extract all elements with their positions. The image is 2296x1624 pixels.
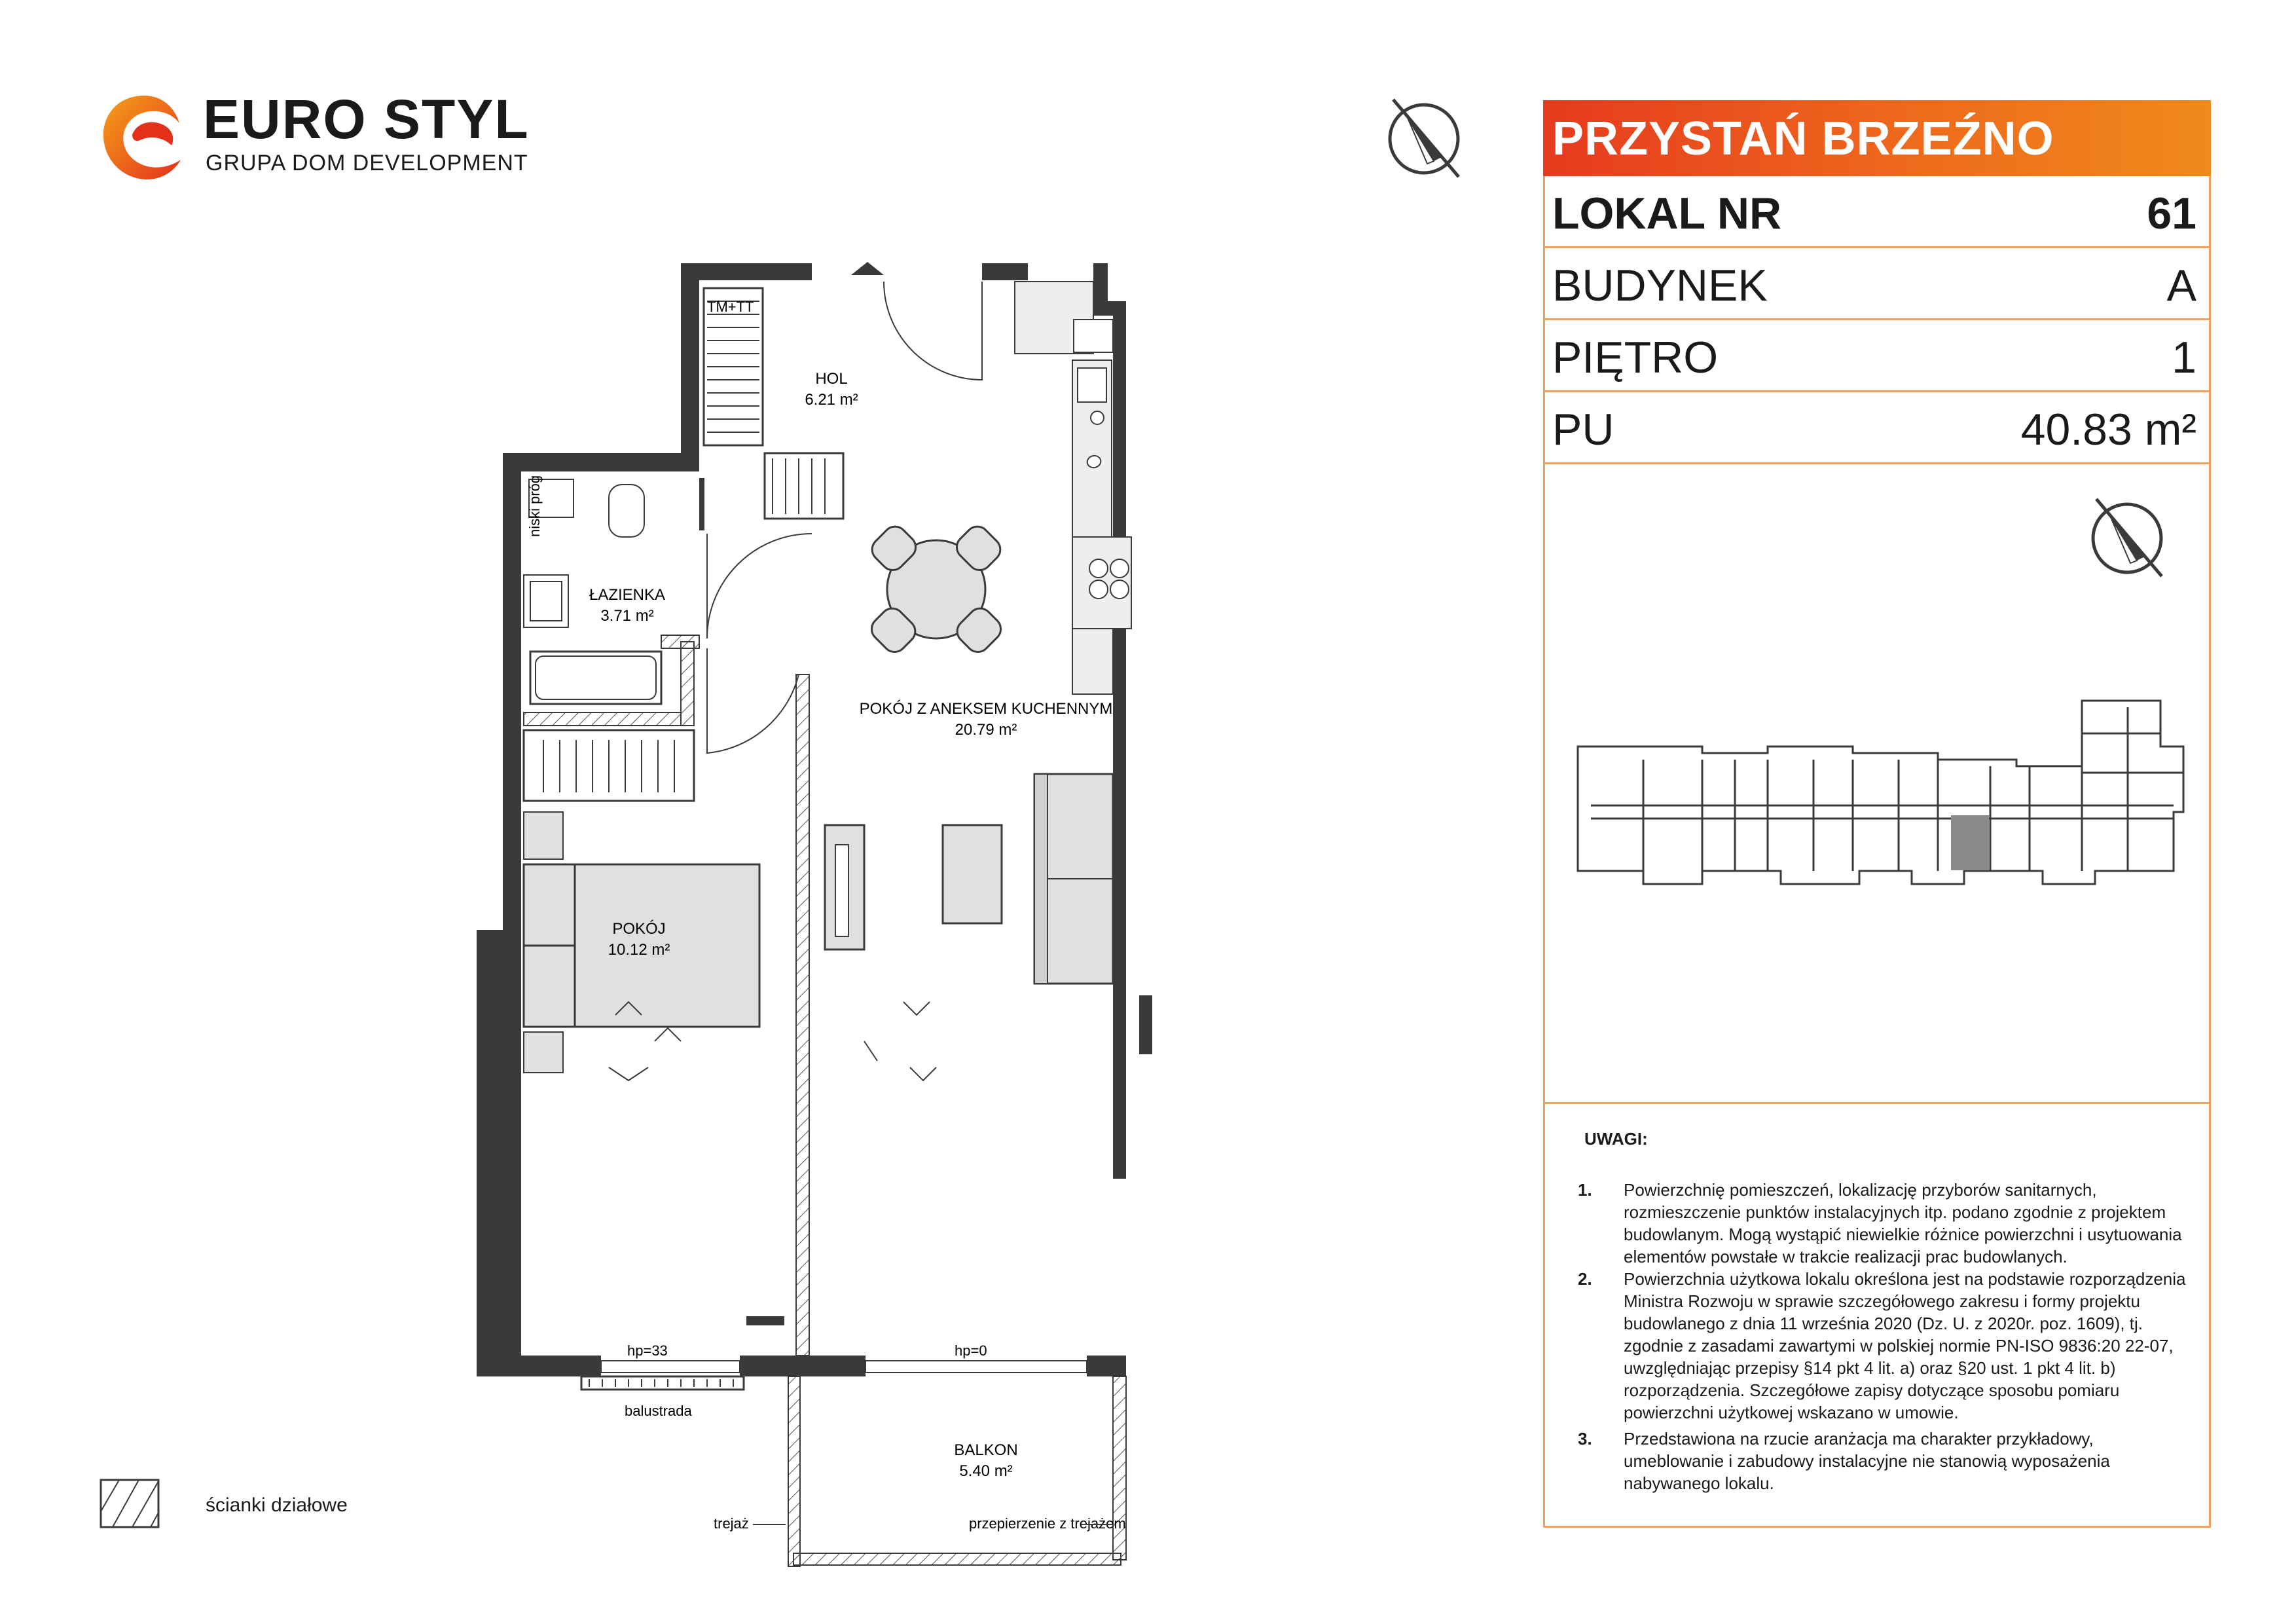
info-value: 61 [2147,189,2196,238]
brand-subtitle: GRUPA DOM DEVELOPMENT [206,151,528,175]
room-hol-name: HOL [815,370,848,388]
info-row-budynek [1543,248,2211,320]
room-pokoj-aneks-name: POKÓJ Z ANEKSEM KUCHENNYM [859,700,1113,718]
room-lazienka-name: ŁAZIENKA [589,586,666,604]
info-label: PU [1552,405,1614,454]
info-row-pu [1543,392,2211,464]
hp33-label: hp=33 [627,1342,668,1359]
room-balkon-name: BALKON [954,1441,1018,1459]
note-3-text: Przedstawiona na rzucie aranżacja ma charakter przykładowy, umeblowanie i zabudowy instalacyjne nie stanowią wyposażenia nabywanego lokalu. [1624,1429,2110,1493]
info-label: BUDYNEK [1552,261,1768,310]
room-pokoj-aneks-area: 20.79 m² [955,721,1017,739]
room-balkon-area: 5.40 m² [959,1462,1013,1480]
note-3-number: 3. [1578,1429,1592,1449]
room-hol-area: 6.21 m² [805,391,858,409]
compass-north-icon [1381,92,1467,183]
panel-divider [1543,1102,2211,1104]
selected-unit-marker [1951,815,1989,870]
notes-title: UWAGI: [1584,1129,1648,1149]
compass-north-icon [2085,491,2170,583]
hatch-legend-icon [100,1479,160,1528]
info-value: A [2166,261,2196,310]
note-1-text: Powierzchnię pomieszczeń, lokalizację przyborów sanitarnych, rozmieszczenie punktów instalacyjnych itp. podano zgodnie z projektem budowlanym. Mogą wystąpić niewielkie różnice powierzchni i usytuowania elementów powstałe w trakcie realizacji prac budowlanych. [1624,1180,2182,1266]
info-value: 1 [2172,333,2196,382]
room-pokoj-name: POKÓJ [612,920,666,938]
niski-prog-label: niski próg [526,475,543,537]
info-label: PIĘTRO [1552,333,1719,382]
euro-styl-logo-icon [98,92,190,183]
info-row-lokal [1543,176,2211,248]
info-value: 40.83 m² [2020,405,2196,454]
brand-name: EURO STYL [203,88,530,150]
info-label: LOKAL NR [1552,189,1782,238]
note-2-text: Powierzchnia użytkowa lokalu określona jest na podstawie rozporządzenia Ministra Rozwoju w sprawie szczegółowego zakresu i formy projektu budowlanego z dnia 11 września 2020 (Dz. U. z 2020r. poz. 1609), tj. zgodnie z zasadami zawartymi w polskiej normie PN-ISO 9836:20 22-07, uwzględniając przepisy §14 pkt 4 lit. a) oraz §20 ust. 1 pkt 4 lit. b) rozporządzenia. Szczegółowe zapisy dotyczące sposobu pomiaru powierzchni użytkowej wskazano w umowie. [1624,1269,2186,1422]
tm-tt-label: TM+TT [707,299,754,315]
info-row-pietro [1543,320,2211,392]
legend-label: ścianki działowe [206,1494,348,1516]
note-1-number: 1. [1578,1180,1592,1200]
room-lazienka-area: 3.71 m² [600,607,654,625]
hp0-label: hp=0 [955,1342,987,1359]
przepierzenie-label: przepierzenie z trejażem [969,1515,1126,1532]
note-2-number: 2. [1578,1269,1592,1289]
floor-plan [458,249,1192,1532]
project-header [1543,100,2211,176]
balustrada-label: balustrada [625,1403,692,1419]
key-plan [1571,694,2187,891]
room-pokoj-area: 10.12 m² [608,941,670,959]
project-name: PRZYSTAŃ BRZEŹNO [1552,113,2054,165]
trejaz-label: trejaż [714,1515,749,1532]
